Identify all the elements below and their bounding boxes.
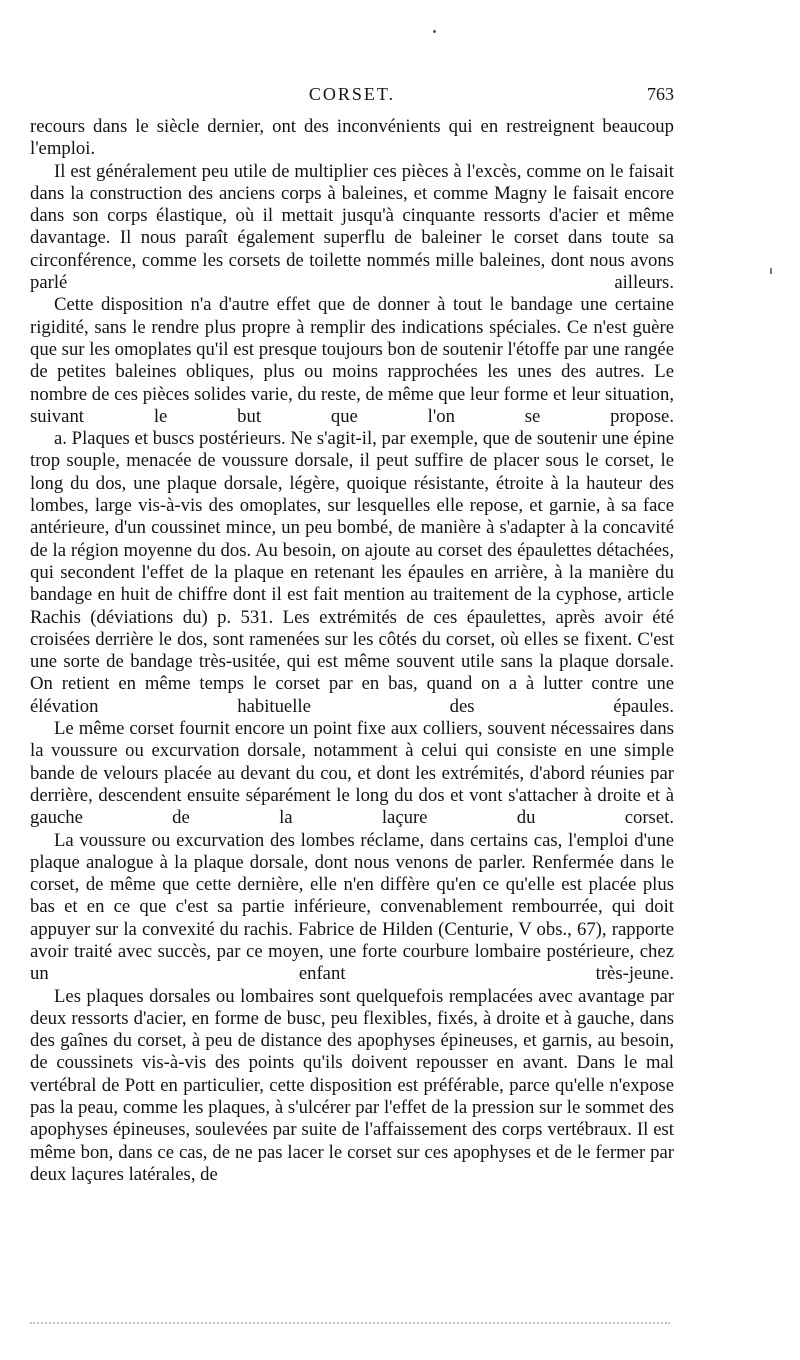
paragraph-6: La voussure ou excurvation des lombes réclame, dans certains cas, l'emploi d'une plaque analogue à la plaque dorsale, dont nous venons de parler. Renfermée dans le corset, de même que cette dernière, elle n'en diffère qu'en ce qu'elle est placée plus bas et en ce que c'est sa partie inférieure, convenablement rembourrée, qui doit appuyer sur la convexité du rachis. Fabrice de Hilden (Centurie, V obs., 67), rapporte avoir traité avec succès, par ce moyen, une forte courbure lombaire postérieure, chez un enfant très-jeune. — [30, 829, 674, 985]
paragraph-2: Il est généralement peu utile de multiplier ces pièces à l'excès, comme on le faisait dans la construction des anciens corps à baleines, et comme Magny le faisait encore dans son corps élastique, où il mettait jusqu'à cinquante ressorts d'acier et même davantage. Il nous paraît également superflu de baleiner le corset dans toute sa circonférence, comme les corsets de toilette nommés mille baleines, dont nous avons parlé ailleurs. — [30, 160, 674, 294]
paragraph-1: recours dans le siècle dernier, ont des inconvénients qui en restreignent beaucoup l'emploi. — [30, 116, 674, 160]
page-number: 763 — [647, 84, 674, 104]
running-title: CORSET. — [308, 84, 396, 104]
margin-mark — [770, 268, 772, 274]
body-text — [30, 116, 674, 1186]
paragraph-7: Les plaques dorsales ou lombaires sont quelquefois remplacées avec avantage par deux ressorts d'acier, en forme de busc, peu flexibles, fixés, à droite et à gauche, dans des gaînes du corset, à peu de distance des apophyses épineuses, et garnis, au besoin, de coussinets vis-à-vis des points qu'ils doivent repousser en avant. Dans le mal vertébral de Pott en particulier, cette disposition est préférable, parce qu'elle n'expose pas la peau, comme les plaques, à s'ulcérer par l'effet de la pression sur le sommet des apophyses épineuses, soulevées par suite de l'affaissement des corps vertébraux. Il est même bon, dans ce cas, de ne pas lacer le corset sur ces apophyses et de le fermer par deux laçures latérales, de — [30, 985, 674, 1185]
paragraph-4: a. Plaques et buscs postérieurs. Ne s'agit-il, par exemple, que de soutenir une épine trop souple, menacée de voussure dorsale, il peut suffire de placer sous le corset, le long du dos, une plaque dorsale, légère, quoique résistante, étroite à la hauteur des lombes, large vis-à-vis des omoplates, sur lesquelles elle repose, et garnie, à sa face antérieure, d'un coussinet mince, un peu bombé, de manière à s'adapter à la concavité de la région moyenne du dos. Au besoin, on ajoute au corset des épaulettes détachées, qui secondent l'effet de la plaque en retenant les épaules en arrière, à la manière du bandage en huit de chiffre dont il est fait mention au traitement de la cyphose, article Rachis (déviations du) p. 531. Les extrémités de ces épaulettes, après avoir été croisées derrière le dos, sont ramenées sur les côtés du corset, où elles se fixent. C'est une sorte de bandage très-usitée, qui est même souvent utile sans la plaque dorsale. On retient en même temps le corset par en bas, quand on a à lutter contre une élévation habituelle des épaules. — [30, 428, 674, 717]
footer-scan-noise — [30, 1322, 670, 1324]
running-head — [30, 84, 674, 108]
printer-speck — [433, 30, 436, 33]
paragraph-3: Cette disposition n'a d'autre effet que de donner à tout le bandage une certaine rigidité, sans le rendre plus propre à remplir des indications spéciales. Ce n'est guère que sur les omoplates qu'il est presque toujours bon de soutenir l'étoffe par une rangée de petites baleines obliques, plus ou moins rapprochées les unes des autres. Le nombre de ces pièces solides varie, du reste, de même que leur forme et leur situation, suivant le but que l'on se propose. — [30, 294, 674, 427]
paragraph-5: Le même corset fournit encore un point fixe aux colliers, souvent nécessaires dans la voussure ou excurvation dorsale, notamment à celui qui consiste en une simple bande de velours placée au devant du cou, et dont les extrémités, d'abord réunies par derrière, descendent ensuite séparément le long du dos et vont s'attacher à droite et à gauche de la laçure du corset. — [30, 718, 674, 829]
